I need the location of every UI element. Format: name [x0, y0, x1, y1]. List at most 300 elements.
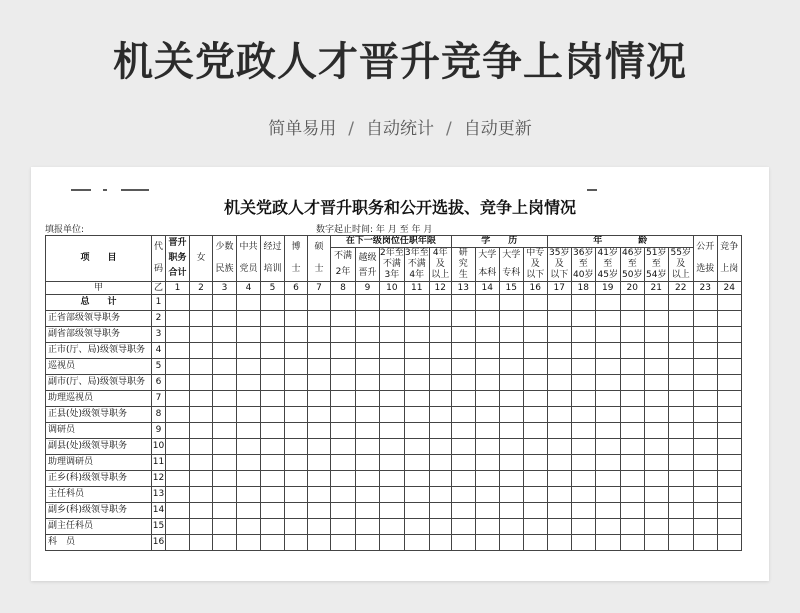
data-cell[interactable] [261, 455, 285, 471]
data-cell[interactable] [693, 455, 717, 471]
data-cell[interactable] [523, 503, 547, 519]
data-cell[interactable] [523, 391, 547, 407]
data-cell[interactable] [451, 503, 475, 519]
data-cell[interactable] [547, 343, 571, 359]
data-cell[interactable] [380, 359, 405, 375]
data-cell[interactable] [571, 503, 595, 519]
data-cell[interactable] [571, 391, 595, 407]
data-cell[interactable] [475, 295, 499, 311]
data-cell[interactable] [213, 455, 237, 471]
data-cell[interactable] [644, 295, 668, 311]
data-cell[interactable] [237, 535, 261, 551]
data-cell[interactable] [213, 327, 237, 343]
data-cell[interactable] [475, 487, 499, 503]
data-cell[interactable] [571, 471, 595, 487]
data-cell[interactable] [475, 407, 499, 423]
data-cell[interactable] [644, 391, 668, 407]
data-cell[interactable] [571, 455, 595, 471]
data-cell[interactable] [717, 343, 741, 359]
data-cell[interactable] [644, 407, 668, 423]
data-cell[interactable] [693, 471, 717, 487]
data-cell[interactable] [380, 439, 405, 455]
data-cell[interactable] [261, 311, 285, 327]
data-cell[interactable] [693, 311, 717, 327]
data-cell[interactable] [331, 407, 356, 423]
data-cell[interactable] [380, 327, 405, 343]
data-cell[interactable] [166, 423, 190, 439]
data-cell[interactable] [213, 471, 237, 487]
data-cell[interactable] [356, 391, 380, 407]
data-cell[interactable] [451, 343, 475, 359]
data-cell[interactable] [717, 311, 741, 327]
data-cell[interactable] [285, 455, 308, 471]
data-cell[interactable] [668, 423, 693, 439]
data-cell[interactable] [166, 327, 190, 343]
data-cell[interactable] [285, 487, 308, 503]
data-cell[interactable] [356, 519, 380, 535]
data-cell[interactable] [404, 503, 429, 519]
data-cell[interactable] [356, 343, 380, 359]
data-cell[interactable] [693, 391, 717, 407]
data-cell[interactable] [285, 343, 308, 359]
data-cell[interactable] [595, 535, 620, 551]
data-cell[interactable] [331, 423, 356, 439]
data-cell[interactable] [166, 455, 190, 471]
data-cell[interactable] [571, 311, 595, 327]
data-cell[interactable] [356, 503, 380, 519]
data-cell[interactable] [285, 439, 308, 455]
data-cell[interactable] [644, 359, 668, 375]
data-cell[interactable] [595, 455, 620, 471]
data-cell[interactable] [595, 343, 620, 359]
data-cell[interactable] [404, 407, 429, 423]
data-cell[interactable] [166, 503, 190, 519]
data-cell[interactable] [644, 311, 668, 327]
data-cell[interactable] [380, 455, 405, 471]
data-cell[interactable] [308, 407, 331, 423]
data-cell[interactable] [595, 519, 620, 535]
data-cell[interactable] [668, 295, 693, 311]
data-cell[interactable] [668, 407, 693, 423]
data-cell[interactable] [261, 535, 285, 551]
data-cell[interactable] [499, 391, 523, 407]
data-cell[interactable] [644, 343, 668, 359]
data-cell[interactable] [261, 359, 285, 375]
data-cell[interactable] [523, 423, 547, 439]
data-cell[interactable] [380, 535, 405, 551]
data-cell[interactable] [499, 343, 523, 359]
data-cell[interactable] [571, 439, 595, 455]
data-cell[interactable] [668, 327, 693, 343]
data-cell[interactable] [451, 423, 475, 439]
data-cell[interactable] [237, 487, 261, 503]
data-cell[interactable] [356, 471, 380, 487]
data-cell[interactable] [285, 327, 308, 343]
data-cell[interactable] [475, 455, 499, 471]
data-cell[interactable] [429, 487, 451, 503]
data-cell[interactable] [547, 519, 571, 535]
data-cell[interactable] [547, 423, 571, 439]
data-cell[interactable] [451, 407, 475, 423]
data-cell[interactable] [404, 519, 429, 535]
data-cell[interactable] [213, 503, 237, 519]
data-cell[interactable] [308, 327, 331, 343]
data-cell[interactable] [499, 535, 523, 551]
data-cell[interactable] [237, 391, 261, 407]
data-cell[interactable] [404, 375, 429, 391]
data-cell[interactable] [693, 423, 717, 439]
data-cell[interactable] [331, 311, 356, 327]
data-cell[interactable] [644, 327, 668, 343]
data-cell[interactable] [380, 295, 405, 311]
data-cell[interactable] [547, 407, 571, 423]
data-cell[interactable] [475, 439, 499, 455]
data-cell[interactable] [451, 311, 475, 327]
data-cell[interactable] [261, 295, 285, 311]
data-cell[interactable] [308, 311, 331, 327]
data-cell[interactable] [261, 407, 285, 423]
data-cell[interactable] [571, 487, 595, 503]
data-cell[interactable] [213, 535, 237, 551]
data-cell[interactable] [620, 375, 644, 391]
data-cell[interactable] [620, 487, 644, 503]
data-cell[interactable] [308, 487, 331, 503]
data-cell[interactable] [693, 439, 717, 455]
data-cell[interactable] [261, 487, 285, 503]
data-cell[interactable] [190, 455, 213, 471]
data-cell[interactable] [717, 359, 741, 375]
data-cell[interactable] [308, 503, 331, 519]
data-cell[interactable] [190, 295, 213, 311]
data-cell[interactable] [404, 343, 429, 359]
data-cell[interactable] [620, 535, 644, 551]
data-cell[interactable] [166, 295, 190, 311]
data-cell[interactable] [547, 359, 571, 375]
data-cell[interactable] [620, 311, 644, 327]
data-cell[interactable] [499, 311, 523, 327]
data-cell[interactable] [213, 359, 237, 375]
data-cell[interactable] [547, 455, 571, 471]
data-cell[interactable] [693, 375, 717, 391]
data-cell[interactable] [404, 327, 429, 343]
data-cell[interactable] [237, 439, 261, 455]
data-cell[interactable] [523, 519, 547, 535]
data-cell[interactable] [237, 455, 261, 471]
data-cell[interactable] [213, 343, 237, 359]
data-cell[interactable] [717, 503, 741, 519]
data-cell[interactable] [308, 359, 331, 375]
data-cell[interactable] [693, 327, 717, 343]
data-cell[interactable] [356, 439, 380, 455]
data-cell[interactable] [620, 503, 644, 519]
data-cell[interactable] [547, 311, 571, 327]
data-cell[interactable] [429, 471, 451, 487]
data-cell[interactable] [237, 295, 261, 311]
data-cell[interactable] [499, 519, 523, 535]
data-cell[interactable] [190, 391, 213, 407]
data-cell[interactable] [190, 359, 213, 375]
data-cell[interactable] [331, 375, 356, 391]
data-cell[interactable] [261, 519, 285, 535]
data-cell[interactable] [331, 535, 356, 551]
data-cell[interactable] [475, 503, 499, 519]
data-cell[interactable] [620, 519, 644, 535]
data-cell[interactable] [717, 295, 741, 311]
data-cell[interactable] [190, 311, 213, 327]
data-cell[interactable] [308, 471, 331, 487]
data-cell[interactable] [261, 375, 285, 391]
data-cell[interactable] [331, 295, 356, 311]
data-cell[interactable] [356, 487, 380, 503]
data-cell[interactable] [404, 359, 429, 375]
data-cell[interactable] [644, 487, 668, 503]
data-cell[interactable] [595, 487, 620, 503]
data-cell[interactable] [547, 375, 571, 391]
data-cell[interactable] [261, 471, 285, 487]
data-cell[interactable] [213, 375, 237, 391]
data-cell[interactable] [523, 375, 547, 391]
data-cell[interactable] [237, 311, 261, 327]
data-cell[interactable] [451, 487, 475, 503]
data-cell[interactable] [620, 423, 644, 439]
data-cell[interactable] [190, 327, 213, 343]
data-cell[interactable] [523, 439, 547, 455]
data-cell[interactable] [261, 503, 285, 519]
data-cell[interactable] [668, 487, 693, 503]
data-cell[interactable] [166, 391, 190, 407]
data-cell[interactable] [451, 391, 475, 407]
data-cell[interactable] [285, 535, 308, 551]
data-cell[interactable] [644, 455, 668, 471]
data-cell[interactable] [356, 311, 380, 327]
data-cell[interactable] [547, 295, 571, 311]
data-cell[interactable] [429, 343, 451, 359]
data-cell[interactable] [404, 535, 429, 551]
data-cell[interactable] [331, 343, 356, 359]
data-cell[interactable] [380, 407, 405, 423]
data-cell[interactable] [285, 423, 308, 439]
data-cell[interactable] [668, 519, 693, 535]
data-cell[interactable] [595, 407, 620, 423]
data-cell[interactable] [429, 455, 451, 471]
data-cell[interactable] [644, 471, 668, 487]
data-cell[interactable] [213, 295, 237, 311]
data-cell[interactable] [571, 375, 595, 391]
data-cell[interactable] [404, 487, 429, 503]
data-cell[interactable] [380, 391, 405, 407]
data-cell[interactable] [331, 359, 356, 375]
data-cell[interactable] [356, 423, 380, 439]
data-cell[interactable] [166, 519, 190, 535]
data-cell[interactable] [308, 423, 331, 439]
data-cell[interactable] [499, 487, 523, 503]
data-cell[interactable] [644, 439, 668, 455]
data-cell[interactable] [331, 391, 356, 407]
data-cell[interactable] [571, 295, 595, 311]
data-cell[interactable] [668, 311, 693, 327]
data-cell[interactable] [620, 391, 644, 407]
data-cell[interactable] [499, 295, 523, 311]
data-cell[interactable] [499, 439, 523, 455]
data-cell[interactable] [475, 391, 499, 407]
data-cell[interactable] [166, 343, 190, 359]
data-cell[interactable] [523, 327, 547, 343]
data-cell[interactable] [620, 439, 644, 455]
data-cell[interactable] [380, 343, 405, 359]
data-cell[interactable] [547, 439, 571, 455]
data-cell[interactable] [190, 471, 213, 487]
data-cell[interactable] [668, 455, 693, 471]
data-cell[interactable] [308, 295, 331, 311]
data-cell[interactable] [693, 487, 717, 503]
data-cell[interactable] [693, 295, 717, 311]
data-cell[interactable] [213, 423, 237, 439]
data-cell[interactable] [404, 439, 429, 455]
data-cell[interactable] [429, 535, 451, 551]
data-cell[interactable] [451, 535, 475, 551]
data-cell[interactable] [166, 487, 190, 503]
data-cell[interactable] [331, 519, 356, 535]
data-cell[interactable] [308, 375, 331, 391]
data-cell[interactable] [213, 487, 237, 503]
data-cell[interactable] [429, 359, 451, 375]
data-cell[interactable] [404, 471, 429, 487]
data-cell[interactable] [547, 327, 571, 343]
data-cell[interactable] [475, 311, 499, 327]
data-cell[interactable] [668, 391, 693, 407]
data-cell[interactable] [547, 503, 571, 519]
data-cell[interactable] [571, 519, 595, 535]
data-cell[interactable] [668, 535, 693, 551]
data-cell[interactable] [668, 439, 693, 455]
data-cell[interactable] [717, 375, 741, 391]
data-cell[interactable] [451, 455, 475, 471]
data-cell[interactable] [547, 535, 571, 551]
data-cell[interactable] [190, 407, 213, 423]
data-cell[interactable] [547, 471, 571, 487]
data-cell[interactable] [668, 503, 693, 519]
data-cell[interactable] [237, 471, 261, 487]
data-cell[interactable] [237, 359, 261, 375]
data-cell[interactable] [166, 311, 190, 327]
data-cell[interactable] [308, 455, 331, 471]
data-cell[interactable] [717, 535, 741, 551]
data-cell[interactable] [190, 535, 213, 551]
data-cell[interactable] [451, 295, 475, 311]
data-cell[interactable] [620, 407, 644, 423]
data-cell[interactable] [429, 295, 451, 311]
data-cell[interactable] [190, 519, 213, 535]
data-cell[interactable] [523, 343, 547, 359]
data-cell[interactable] [475, 519, 499, 535]
data-cell[interactable] [595, 295, 620, 311]
data-cell[interactable] [595, 423, 620, 439]
data-cell[interactable] [285, 295, 308, 311]
data-cell[interactable] [523, 359, 547, 375]
data-cell[interactable] [166, 407, 190, 423]
data-cell[interactable] [499, 375, 523, 391]
data-cell[interactable] [620, 359, 644, 375]
data-cell[interactable] [166, 375, 190, 391]
data-cell[interactable] [429, 423, 451, 439]
data-cell[interactable] [429, 375, 451, 391]
data-cell[interactable] [475, 375, 499, 391]
data-cell[interactable] [380, 423, 405, 439]
data-cell[interactable] [571, 343, 595, 359]
data-cell[interactable] [429, 407, 451, 423]
data-cell[interactable] [331, 327, 356, 343]
data-cell[interactable] [571, 407, 595, 423]
data-cell[interactable] [285, 391, 308, 407]
data-cell[interactable] [717, 327, 741, 343]
data-cell[interactable] [308, 535, 331, 551]
data-cell[interactable] [451, 439, 475, 455]
data-cell[interactable] [475, 423, 499, 439]
data-cell[interactable] [404, 311, 429, 327]
data-cell[interactable] [693, 359, 717, 375]
data-cell[interactable] [523, 407, 547, 423]
data-cell[interactable] [668, 343, 693, 359]
data-cell[interactable] [308, 519, 331, 535]
data-cell[interactable] [620, 295, 644, 311]
data-cell[interactable] [190, 343, 213, 359]
data-cell[interactable] [499, 503, 523, 519]
data-cell[interactable] [356, 295, 380, 311]
data-cell[interactable] [693, 503, 717, 519]
data-cell[interactable] [190, 423, 213, 439]
data-cell[interactable] [190, 503, 213, 519]
data-cell[interactable] [620, 327, 644, 343]
data-cell[interactable] [429, 439, 451, 455]
data-cell[interactable] [499, 327, 523, 343]
data-cell[interactable] [547, 391, 571, 407]
data-cell[interactable] [213, 407, 237, 423]
data-cell[interactable] [620, 455, 644, 471]
data-cell[interactable] [237, 407, 261, 423]
data-cell[interactable] [717, 487, 741, 503]
data-cell[interactable] [595, 391, 620, 407]
data-cell[interactable] [331, 471, 356, 487]
data-cell[interactable] [380, 375, 405, 391]
data-cell[interactable] [693, 343, 717, 359]
data-cell[interactable] [523, 311, 547, 327]
data-cell[interactable] [523, 471, 547, 487]
data-cell[interactable] [668, 359, 693, 375]
data-cell[interactable] [571, 535, 595, 551]
data-cell[interactable] [693, 519, 717, 535]
data-cell[interactable] [261, 439, 285, 455]
data-cell[interactable] [166, 535, 190, 551]
data-cell[interactable] [190, 487, 213, 503]
data-cell[interactable] [571, 327, 595, 343]
data-cell[interactable] [308, 439, 331, 455]
data-cell[interactable] [404, 295, 429, 311]
data-cell[interactable] [429, 327, 451, 343]
data-cell[interactable] [475, 359, 499, 375]
data-cell[interactable] [285, 375, 308, 391]
data-cell[interactable] [261, 423, 285, 439]
data-cell[interactable] [285, 311, 308, 327]
data-cell[interactable] [429, 311, 451, 327]
data-cell[interactable] [404, 423, 429, 439]
data-cell[interactable] [451, 359, 475, 375]
data-cell[interactable] [429, 519, 451, 535]
data-cell[interactable] [285, 503, 308, 519]
data-cell[interactable] [620, 471, 644, 487]
data-cell[interactable] [331, 503, 356, 519]
data-cell[interactable] [429, 391, 451, 407]
data-cell[interactable] [285, 519, 308, 535]
